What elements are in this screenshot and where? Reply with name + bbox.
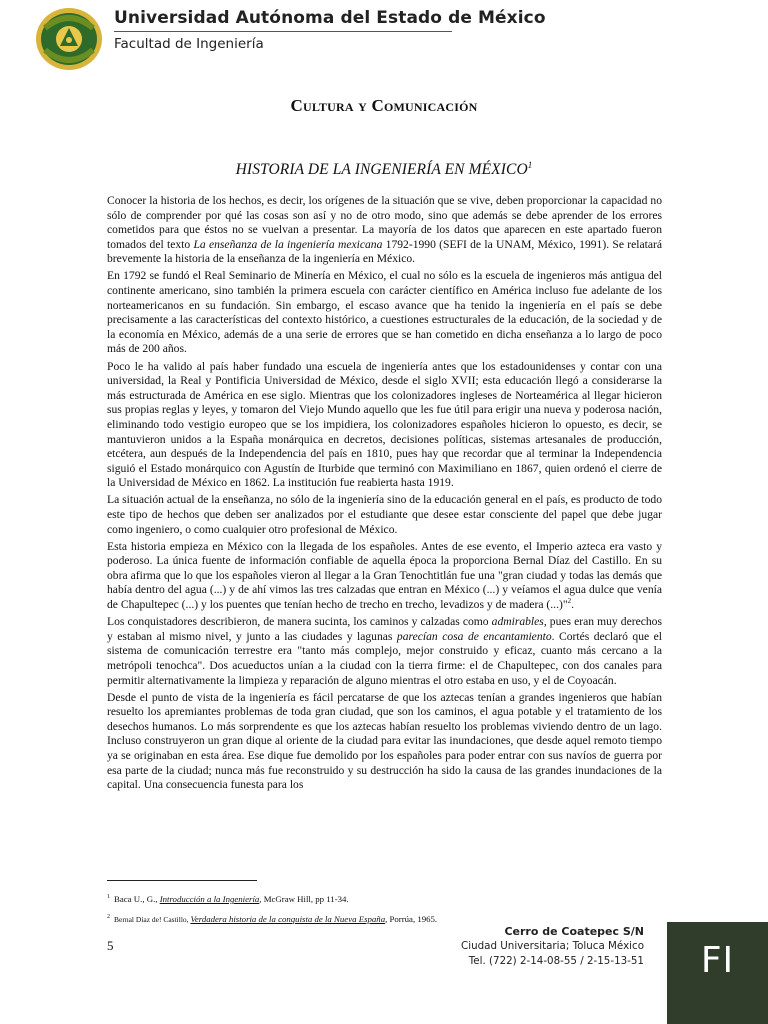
address-street: Cerro de Coatepec S/N — [504, 925, 644, 938]
paragraph-text: Conocer la historia de los hechos, es decir, los orígenes de la situación que se vive, deben proporcionar la capacidad no sólo de comprender por qué las cosas son así y no de otro modo, sino que además se debe aprender de los errores cometidos para que éstos no se vuelvan a presentar. La mayoría de los datos que aparecen en este apartado fueron tomados del texto — [107, 194, 662, 251]
article-title — [0, 160, 768, 179]
section-title: Cultura y Comunicación — [290, 96, 478, 115]
faculty-badge-text: FI — [700, 940, 735, 981]
header-divider — [114, 31, 452, 32]
paragraph-text: . — [571, 598, 574, 612]
paragraph-text: 1792-1990 (SEFI de la UNAM, México, 1991). Se relatará brevemente la historia de la enseñanza de la ingeniería en México. — [107, 237, 662, 266]
paragraph-text: Los conquistadores describieron, de manera sucinta, los caminos y calzadas como — [107, 615, 492, 629]
book-title: La enseñanza de la ingeniería mexicana — [193, 237, 383, 251]
article-title-text: HISTORIA DE LA INGENIERÍA EN MÉXICO — [235, 161, 528, 179]
title-footnote-mark: 1 — [527, 160, 533, 170]
faculty-badge — [667, 922, 768, 1024]
faculty-name: Facultad de Ingeniería — [114, 36, 264, 52]
paragraph: Poco le ha valido al país haber fundado una escuela de ingeniería antes que los estadounidenses y contar con una universidad, la Real y Pontificia Universidad de México, desde el siglo XVII; esta educación llegó a considerarse la más estructurada de América en ese siglo. Mientras que los colonizadores ingleses de Norteamérica al llegar hicieron sus propias reglas y leyes, y tomaron del Viejo Mundo aquello que les fue útil para erigir una nueva y poderosa nación, eliminando todo vestigio europeo que se los impidiera, los colonizadores españoles hicieron lo opuesto, es decir, se mantuvieron unidos a la España monárquica en decretos, decisiones políticas, sistemas artesanales de producción, etcétera, aun después de la Independencia del país en 1810, pues hay que recordar que al terminar la Independencia siguió el Estado monárquico con Agustín de Iturbide que terminó con Maximiliano en 1867, quien ordenó el cierre de la Universidad de México en 1862. La institución fue reabierta hasta 1919. — [107, 359, 662, 490]
footnote-text: Bernal Díaz de! Castillo, — [114, 915, 191, 924]
paragraph: La situación actual de la enseñanza, no sólo de la ingeniería sino de la educación general en el país, es producto de todo este tipo de hechos que deben ser analizados por el estudiante que desee estar consciente del papel que debe jugar como ingeniero, o como cualquier otro profesional de México. — [107, 493, 662, 536]
paragraph: Desde el punto de vista de la ingeniería es fácil percatarse de que los aztecas tenían a grandes ingenieros que habían resuelto los apremiantes problemas de toda gran ciudad, que son los caminos, el agua potable y el tratamiento de los desechos humanos. Lo más sorprendente es que los aztecas habían resuelto los problemas viviendo dentro de un lago. Incluso construyeron un gran dique al oriente de la ciudad para evitar las inundaciones, que desde aquel remoto tiempo ya se originaban en esta área. Ese dique fue demolido por los españoles para poder entrar con sus navíos de guerra por esa parte de la ciudad; nunca más fue reconstruido y su destrucción ha sido la causa de las grandes inundaciones de la capital. Una consecuencia funesta para los — [107, 690, 662, 792]
article-body — [107, 194, 662, 795]
paragraph — [107, 615, 662, 688]
footnote-2 — [107, 914, 437, 924]
paragraph: En 1792 se fundó el Real Seminario de Minería en México, el cual no sólo es la escuela de ingenieros más antigua del continente americano, sino también la primera escuela con carácter científico en América incluso fue adelante de los norteamericanos en su fundación. Sin embargo, el escaso avance que ha tenido la ingeniería en el país se debe precisamente a las características del contexto histórico, a cuestiones estructurales de la educación, de la sociedad y de la economía en México, además de a una serie de errores que se han cometido en dicha enseñanza a lo largo de poco más de 200 años. — [107, 269, 662, 356]
university-name: Universidad Autónoma del Estado de México — [114, 8, 546, 28]
university-seal-logo — [34, 6, 104, 72]
footnote-book-title: Verdadera historia de la conquista de la Nueva España — [190, 914, 386, 924]
paragraph — [107, 540, 662, 613]
paragraph-text: Esta historia empieza en México con la llegada de los españoles. Antes de ese evento, el Imperio azteca era vasto y poderoso. La única fuente de información confiable de aquella época la proporciona Bernal Díaz del Castillo. En su obra afirma que lo que los españoles vieron al llegar a la Gran Tenochtitlán fue una "gran ciudad y todas las demás que había dentro del agua (...) y de ahí vimos las tres calzadas que entran en México (...) y veíamos el agua dulce que venía de Chapultepec (...) y los puentes que tenían hecho de trecho en trecho, levadizos y de madera (...)" — [107, 539, 662, 612]
paragraph-text: , pues eran muy derechos y estaban al mismo nivel, y junto a las ciudades y lagunas — [107, 615, 662, 643]
address-phone: Tel. (722) 2-14-08-55 / 2-15-13-51 — [468, 955, 644, 967]
page-number: 5 — [107, 938, 114, 953]
paragraph — [107, 194, 662, 267]
footnote-divider — [107, 880, 257, 881]
footnote-book-title: Introducción a la Ingeniería — [159, 894, 260, 904]
emphasis: parecían cosa de encantamiento — [396, 629, 552, 643]
footnote-text: , McGraw Hill, pp 11-34. — [259, 894, 349, 904]
footnote-mark: 2 — [567, 597, 572, 606]
emphasis: admirables — [491, 615, 544, 629]
address-block — [461, 924, 644, 969]
footnote-number: 2 — [107, 914, 110, 921]
footnote-text: , Porrúa, 1965. — [385, 914, 438, 924]
footnote-number: 1 — [107, 894, 110, 901]
footnote-1 — [107, 894, 349, 904]
address-city: Ciudad Universitaria; Toluca México — [461, 940, 644, 952]
paragraph-text: . Cortés declaró que el sistema de comunicación terrestre era "tanto más complejo, mejor construido y eficaz, cuanto más cercano a la metrópoli tenochca". Dos acueductos unían a la ciudad con la tierra firme: el de Chapultepec, con dos canales para permitir alternativamente la limpieza y reparación de alguno mientras el otro estaba en uso, y el de Coyoacán. — [107, 629, 662, 687]
footnote-text: Baca U., G., — [114, 894, 160, 904]
